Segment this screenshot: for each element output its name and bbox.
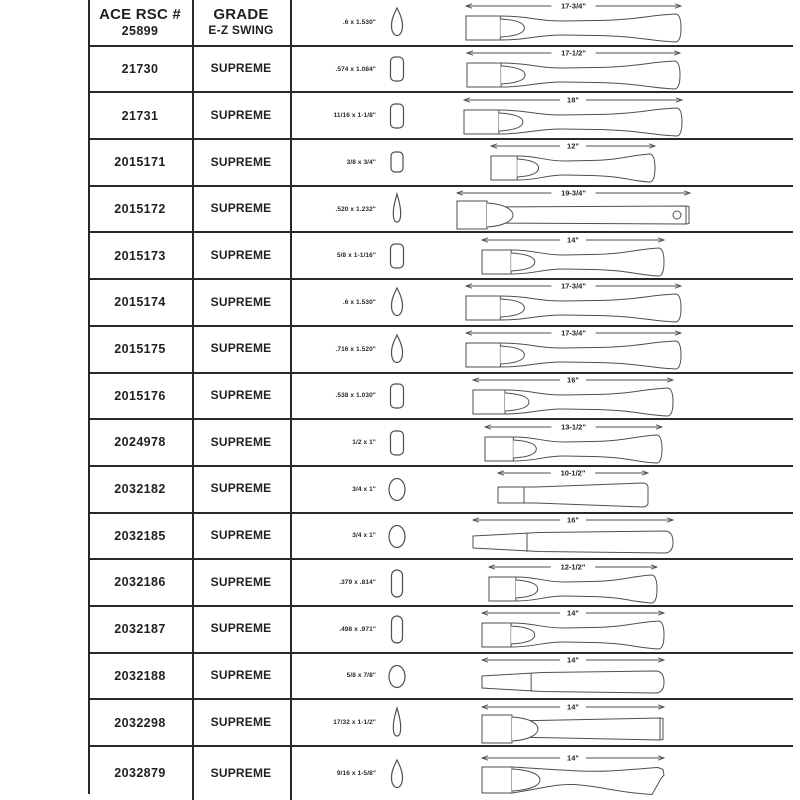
- handle-drawing: [418, 327, 793, 372]
- eye-size-label: .379 x .814": [339, 579, 376, 587]
- handle-svg: [418, 93, 788, 139]
- eye-size-label: 17/32 x 1-1/2": [333, 719, 376, 727]
- handle-drawing: [418, 607, 793, 652]
- rsc-cell: [88, 47, 192, 92]
- handle-svg: [418, 751, 788, 797]
- rsc-cell: [88, 0, 192, 45]
- drawing-cell: [290, 140, 793, 185]
- grade-cell: [192, 327, 290, 372]
- handle-drawing: [418, 0, 793, 45]
- eye-shape-icon: [376, 467, 418, 512]
- eye-shape-svg: [377, 516, 417, 556]
- rsc-number: 2032182: [114, 482, 166, 497]
- rsc-cell: [88, 514, 192, 559]
- eye-shape-svg: [377, 49, 417, 89]
- length-label: 13-1/2": [561, 422, 586, 432]
- handle-svg: [418, 560, 788, 606]
- drawing-cell: [290, 654, 793, 699]
- handle-svg: [418, 186, 788, 232]
- handle-svg: [418, 653, 788, 699]
- grade-cell: [192, 420, 290, 465]
- grade-cell: [192, 747, 290, 800]
- handle-drawing: [418, 47, 793, 92]
- rsc-cell: [88, 280, 192, 325]
- rsc-number: 2015171: [114, 155, 166, 170]
- eye-shape-icon: [376, 93, 418, 138]
- drawing-cell: [290, 187, 793, 232]
- rsc-number: 21731: [121, 108, 159, 123]
- grade-label: SUPREME: [210, 388, 272, 403]
- length-label: 14": [567, 753, 579, 763]
- eye-shape-svg: [377, 376, 417, 416]
- handle-svg: [418, 279, 788, 325]
- eye-shape-svg: [377, 423, 417, 463]
- eye-size-label: .6 x 1.530": [342, 298, 376, 306]
- eye-size-label: 3/8 x 3/4": [346, 158, 376, 166]
- rsc-number: 2015173: [114, 248, 166, 263]
- length-label: 14": [567, 655, 579, 665]
- length-label: 10-1/2": [560, 468, 586, 478]
- grade-cell: [192, 233, 290, 278]
- grade-cell: [192, 187, 290, 232]
- eye-shape-svg: [377, 754, 417, 794]
- eye-size-label: .538 x 1.030": [335, 392, 376, 400]
- eye-size-label: 5/8 x 7/8": [346, 672, 376, 680]
- rsc-cell: [88, 700, 192, 745]
- eye-shape-icon: [376, 560, 418, 605]
- eye-shape-svg: [377, 703, 417, 743]
- eye-shape-icon: [376, 514, 418, 559]
- drawing-cell: [290, 514, 793, 559]
- eye-shape-icon: [376, 607, 418, 652]
- rsc-number: 2015175: [114, 342, 166, 357]
- handle-svg: [418, 139, 788, 185]
- drawing-cell: [290, 93, 793, 138]
- grade-label: SUPREME: [210, 294, 272, 309]
- handle-drawing: [418, 93, 793, 138]
- column-header-grade: GRADE: [213, 5, 269, 23]
- drawing-cell: [290, 374, 793, 419]
- grade-label: SUPREME: [210, 481, 272, 496]
- handle-drawing: [418, 233, 793, 278]
- handle-drawing: [418, 420, 793, 465]
- eye-shape-svg: [377, 563, 417, 603]
- rsc-number: 21730: [121, 61, 159, 76]
- eye-shape-svg: [377, 329, 417, 369]
- rsc-cell: [88, 607, 192, 652]
- handle-svg: [418, 233, 788, 279]
- grade-label: E-Z SWING: [208, 23, 274, 38]
- rsc-cell: [88, 420, 192, 465]
- eye-shape-icon: [376, 654, 418, 699]
- grade-label: SUPREME: [210, 765, 272, 780]
- grade-cell: [192, 374, 290, 419]
- column-header-rsc: ACE RSC #: [99, 5, 181, 23]
- grade-label: SUPREME: [210, 107, 272, 122]
- eye-size-label: 11/16 x 1-1/8": [333, 112, 376, 120]
- drawing-cell: [290, 607, 793, 652]
- drawing-cell: [290, 747, 793, 800]
- grade-label: SUPREME: [210, 247, 272, 262]
- eye-size-label: 3/4 x 1": [352, 485, 376, 493]
- handle-svg: [418, 513, 788, 559]
- rsc-number: 2032879: [114, 766, 166, 781]
- length-label: 17-3/4": [561, 328, 586, 338]
- rsc-cell: [88, 654, 192, 699]
- eye-shape-svg: [377, 469, 417, 509]
- grade-cell: [192, 560, 290, 605]
- eye-shape-icon: [376, 233, 418, 278]
- eye-shape-svg: [377, 236, 417, 276]
- grade-label: SUPREME: [210, 201, 272, 216]
- length-label: 17-3/4": [561, 282, 586, 292]
- handle-svg: [418, 420, 788, 466]
- length-label: 14": [567, 608, 579, 618]
- handle-svg: [418, 0, 788, 45]
- handle-svg: [418, 700, 788, 746]
- drawing-cell: [290, 0, 793, 45]
- eye-shape-svg: [377, 96, 417, 136]
- eye-size-label: 9/16 x 1-5/8": [336, 770, 376, 777]
- grade-cell: [192, 467, 290, 512]
- rsc-number: 2032188: [114, 668, 166, 683]
- handle-drawing: [418, 374, 793, 419]
- rsc-number: 2032185: [114, 528, 166, 543]
- length-label: 16": [567, 375, 579, 385]
- length-label: 18": [567, 95, 579, 105]
- handle-svg: [418, 606, 788, 652]
- grade-cell: [192, 0, 290, 45]
- eye-shape-svg: [377, 189, 417, 229]
- eye-shape-icon: [376, 47, 418, 92]
- handle-drawing: [418, 747, 793, 800]
- drawing-cell: [290, 47, 793, 92]
- rsc-number: 2015174: [114, 295, 166, 310]
- grade-cell: [192, 93, 290, 138]
- drawing-cell: [290, 700, 793, 745]
- handle-drawing: [418, 187, 793, 232]
- eye-shape-svg: [377, 656, 417, 696]
- eye-size-label: .574 x 1.084": [335, 65, 376, 73]
- drawing-cell: [290, 280, 793, 325]
- grade-label: SUPREME: [210, 61, 272, 76]
- handle-drawing: [418, 700, 793, 745]
- grade-label: SUPREME: [210, 574, 272, 589]
- grade-cell: [192, 607, 290, 652]
- handle-drawing: [418, 514, 793, 559]
- rsc-cell: [88, 747, 192, 800]
- grade-label: SUPREME: [210, 668, 272, 683]
- rsc-cell: [88, 233, 192, 278]
- drawing-cell: [290, 560, 793, 605]
- table-left-border: [88, 0, 90, 794]
- rsc-number: 2015172: [114, 201, 166, 216]
- grade-label: SUPREME: [210, 341, 272, 356]
- length-label: 12-1/2": [560, 562, 586, 572]
- eye-shape-icon: [376, 187, 418, 232]
- rsc-cell: [88, 93, 192, 138]
- column-divider-2: [290, 0, 292, 800]
- rsc-number: 2015176: [114, 388, 166, 403]
- rsc-number: 2032298: [114, 715, 166, 730]
- handle-svg: [418, 373, 788, 419]
- grade-label: SUPREME: [210, 714, 272, 729]
- grade-cell: [192, 140, 290, 185]
- eye-shape-svg: [377, 142, 417, 182]
- rsc-cell: [88, 467, 192, 512]
- eye-shape-icon: [376, 747, 418, 800]
- length-label: 17-1/2": [561, 48, 586, 58]
- grade-cell: [192, 47, 290, 92]
- length-label: 12": [567, 142, 579, 152]
- grade-label: SUPREME: [210, 154, 272, 169]
- handle-drawing: [418, 140, 793, 185]
- length-label: 14": [567, 702, 579, 712]
- handle-drawing: [418, 560, 793, 605]
- eye-shape-icon: [376, 374, 418, 419]
- rsc-cell: [88, 140, 192, 185]
- rsc-number: 2024978: [114, 435, 166, 450]
- eye-size-label: .498 x .971": [339, 625, 376, 633]
- drawing-cell: [290, 467, 793, 512]
- grade-cell: [192, 700, 290, 745]
- drawing-cell: [290, 233, 793, 278]
- handle-drawing: [418, 280, 793, 325]
- eye-shape-icon: [376, 327, 418, 372]
- grade-label: SUPREME: [210, 621, 272, 636]
- grade-label: SUPREME: [210, 528, 272, 543]
- rsc-cell: [88, 374, 192, 419]
- eye-shape-svg: [377, 609, 417, 649]
- rsc-number: 2032187: [114, 622, 166, 637]
- eye-size-label: .6 x 1.530": [342, 18, 376, 26]
- rsc-number: 2032186: [114, 575, 166, 590]
- drawing-cell: [290, 327, 793, 372]
- grade-label: SUPREME: [210, 434, 272, 449]
- eye-shape-icon: [376, 280, 418, 325]
- rsc-cell: [88, 560, 192, 605]
- length-label: 16": [567, 515, 579, 525]
- drawing-cell: [290, 420, 793, 465]
- handle-svg: [418, 326, 788, 372]
- eye-shape-icon: [376, 140, 418, 185]
- grade-cell: [192, 654, 290, 699]
- handle-drawing: [418, 467, 793, 512]
- column-divider-1: [192, 0, 194, 800]
- rsc-cell: [88, 187, 192, 232]
- eye-shape-icon: [376, 0, 418, 45]
- handle-drawing: [418, 654, 793, 699]
- grade-cell: [192, 514, 290, 559]
- eye-shape-svg: [377, 282, 417, 322]
- eye-shape-icon: [376, 420, 418, 465]
- eye-size-label: .716 x 1.520": [335, 345, 376, 353]
- rsc-number: 25899: [121, 23, 159, 38]
- eye-size-label: 3/4 x 1": [352, 532, 376, 540]
- eye-shape-svg: [377, 2, 417, 42]
- eye-size-label: 5/8 x 1-1/16": [336, 252, 376, 260]
- handle-svg: [418, 466, 788, 512]
- length-label: 17-3/4": [561, 1, 586, 11]
- length-label: 14": [567, 235, 579, 245]
- rsc-cell: [88, 327, 192, 372]
- eye-size-label: 1/2 x 1": [352, 439, 376, 447]
- length-label: 19-3/4": [561, 188, 586, 198]
- eye-size-label: .520 x 1.232": [335, 205, 376, 213]
- grade-cell: [192, 280, 290, 325]
- handle-svg: [418, 46, 788, 92]
- eye-shape-icon: [376, 700, 418, 745]
